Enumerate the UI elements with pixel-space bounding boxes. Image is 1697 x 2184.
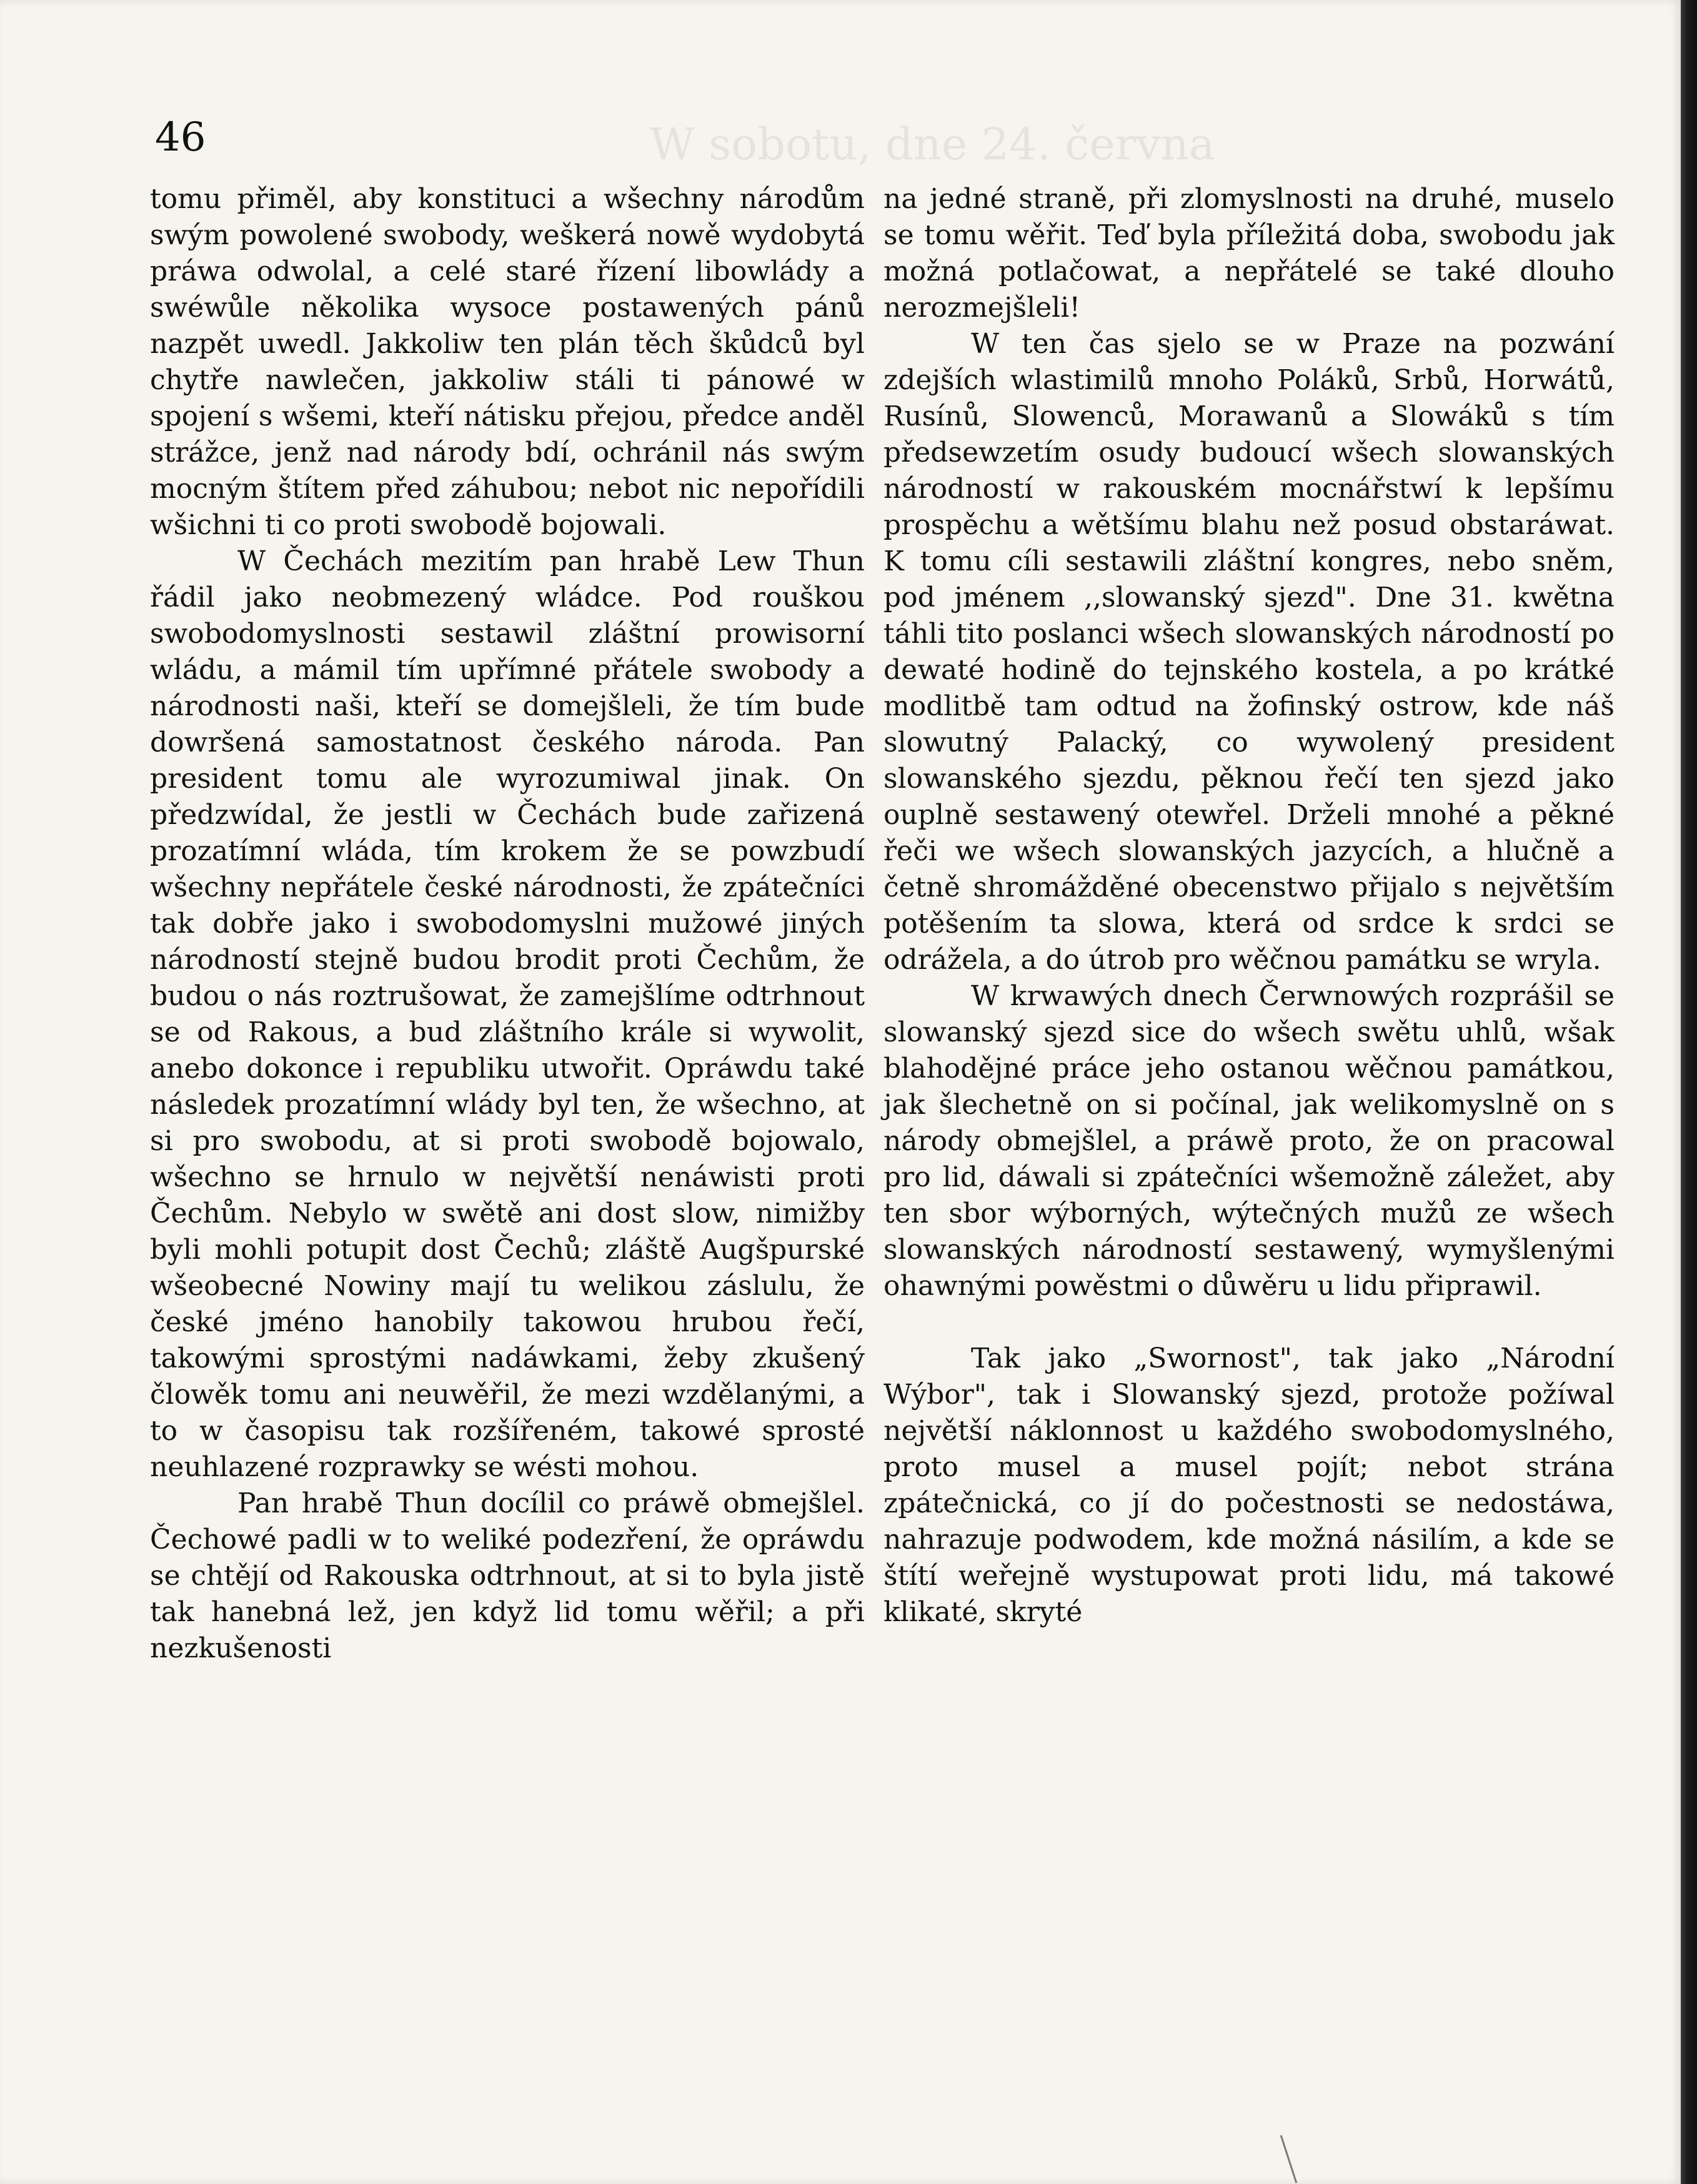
left-column: [150, 181, 865, 1667]
left-paragraph-1: tomu přiměl, aby konstituci a wšechny národům swým powolené swobody, weškerá nowě wydobytá práwa odwolal, a celé staré řízení libowlády a swéwůle několika wysoce postawených pánů nazpět uwedl. Jakkoliw ten plán těch škůdců byl chytře nawlečen, jakkoliw stáli ti pánowé w spojení s wšemi, kteří nátisku přejou, předce anděl strážce, jenž nad národy bdí, ochránil nás swým mocným štítem před záhubou; nebot nic nepořídili wšichni ti co proti swobodě bojowali.: [150, 183, 865, 541]
left-paragraph-3: Pan hrabě Thun docílil co práwě obmejšlel. Čechowé padli w to weliké podezření, že opráwdu se chtějí od Rakouska odtrhnout, at si to byla jistě tak hanebná lež, jen když lid tomu wěřil; a při nezkušenosti: [150, 1487, 865, 1664]
bleed-through-text: W sobotu, dne 24. června: [650, 119, 1215, 170]
right-paragraph-4: Tak jako „Swornost", tak jako „Národní Wýbor", tak i Slowanský sjezd, protože požíwal největší náklonnost u každého swobodomyslného, proto musel a musel pojít; nebot strána zpátečnická, co jí do počestnosti se nedostáwa, nahrazuje podwodem, kde možná násilím, a kde se štítí weřejně wystupowat proti lidu, má takowé klikaté, skryté: [883, 1343, 1615, 1628]
page-number: 46: [155, 114, 206, 161]
left-paragraph-2: W Čechách mezitím pan hrabě Lew Thun řádil jako neobmezený wládce. Pod rouškou swobodomyslnosti sestawil zláštní prowisorní wládu, a mámil tím upřímné přátele swobody a národnosti naši, kteří se domejšleli, že tím bude dowršená samostatnost českého národa. Pan president tomu ale wyrozumiwal jinak. On předzwídal, že jestli w Čechách bude zařizená prozatímní wláda, tím krokem že se powzbudí wšechny nepřátele české národnosti, že zpátečníci tak dobře jako i swobodomyslni mužowé jiných národností stejně budou brodit proti Čechům, že budou o nás roztrušowat, že zamejšlíme odtrhnout se od Rakous, a bud zláštního krále si wywolit, anebo dokonce i republiku utwořit. Opráwdu také následek prozatímní wlády byl ten, že wšechno, at si pro swobodu, at si proti swobodě bojowalo, wšechno se hrnulo w největší nenáwisti proti Čechům. Nebylo w swětě ani dost slow, nimižby byli mohli potupit dost Čechů; zláště Augšpurské wšeobecné Nowiny mají tu welikou záslulu, že české jméno hanobily takowou hrubou řečí, takowými sprostými nadáwkami, žeby zkušený člowěk tomu ani neuwěřil, že mezi wzdělanými, a to w časopisu tak rozšířeném, takowé sprosté neuhlazené rozprawky se wésti mohou.: [150, 545, 865, 1483]
right-paragraph-3: W krwawých dnech Čerwnowých rozprášil se slowanský sjezd sice do wšech swětu uhlů, wšak blahodějné práce jeho ostanou wěčnou památkou, jak šlechetně on si počínal, jak welikomyslně on s národy obmejšlel, a práwě proto, že on pracowal pro lid, dáwali si zpátečníci wšemožně záležet, aby ten sbor wýborných, wýtečných mužů ze wšech slowanských národností sestawený, wymyšlenými ohawnými powěstmi o důwěru u lidu připrawil.: [883, 980, 1615, 1302]
page-fold-mark: [1280, 2127, 1321, 2183]
right-column: [883, 181, 1615, 1631]
right-paragraph-2: W ten čas sjelo se w Praze na pozwání zdejších wlastimilů mnoho Poláků, Srbů, Horwátů, Rusínů, Slowenců, Morawanů a Slowáků s tím předsewzetím osudy budoucí wšech slowanských národností w rakouském mocnářstwí k lepšímu prospěchu a wětšímu blahu než posud obstaráwat. K tomu cíli sestawili zláštní kongres, nebo sněm, pod jménem ,,slowanský sjezd". Dne 31. kwětna táhli tito poslanci wšech slowanských národností po dewaté hodině do tejnského kostela, a po krátké modlitbě tam odtud na žofinský ostrow, kde náš slowutný Palacký, co wywolený president slowanského sjezdu, pěknou řečí ten sjezd jako ouplně sestawený otewřel. Drželi mnohé a pěkné řeči we wšech slowanských jazycích, a hlučně a četně shromážděné obecenstwo přijalo s největším potěšením ta slowa, která od srdce k srdci se odrážela, a do útrob pro wěčnou památku se wryla.: [883, 328, 1615, 976]
book-gutter-edge: [1681, 0, 1697, 2184]
right-paragraph-1: na jedné straně, při zlomyslnosti na druhé, muselo se tomu wěřit. Teď byla příležitá doba, swobodu jak možná potlačowat, a nepřátelé se také dlouho nerozmejšleli!: [883, 183, 1615, 324]
